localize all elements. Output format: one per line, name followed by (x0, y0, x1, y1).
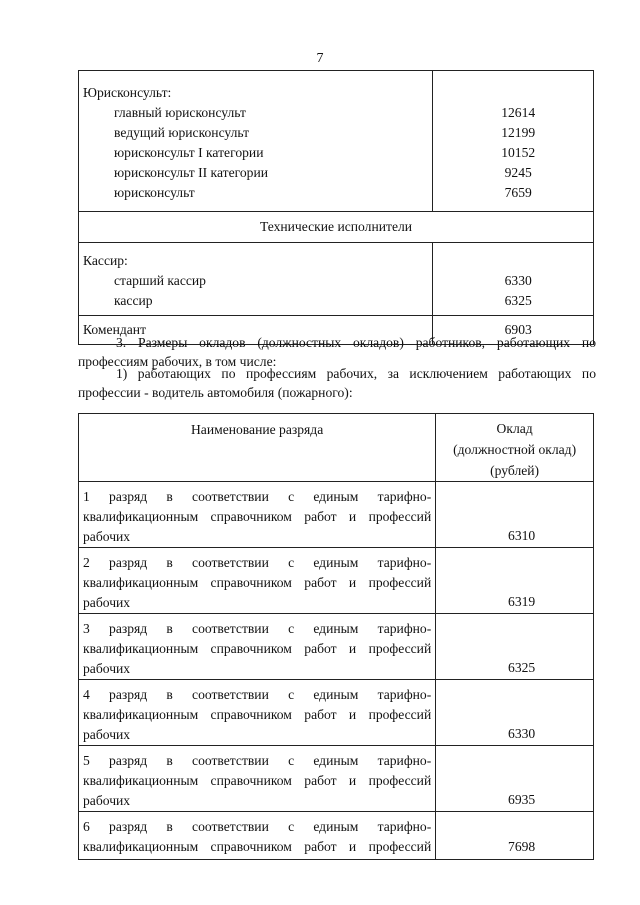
salary-value: 6330 (436, 680, 594, 746)
rank-line: квалификационным справочником работ и профессий (83, 773, 432, 788)
category-label: Юрисконсульт: (83, 85, 172, 100)
table-cell-names (79, 243, 433, 316)
rank-name (79, 680, 436, 746)
rank-line: рабочих (83, 727, 131, 742)
salary-value: 7659 (504, 185, 532, 200)
section-title: Технические исполнители (79, 212, 594, 243)
position-name: кассир (114, 293, 153, 308)
header-line: Оклад (496, 421, 533, 436)
position-name: юрисконсульт II категории (114, 165, 268, 180)
rank-line: рабочих (83, 793, 131, 808)
position-name: юрисконсульт I категории (114, 145, 264, 160)
table-header-row (79, 414, 594, 482)
rank-line: 4 разряд в соответствии с единым тарифно- (83, 687, 432, 702)
table-cell-names (79, 71, 433, 212)
salary-value: 6319 (436, 548, 594, 614)
position-name: старший кассир (114, 273, 206, 288)
column-header-name: Наименование разряда (79, 414, 436, 482)
salary-value: 6935 (436, 746, 594, 812)
salary-value: 6903 (433, 316, 594, 345)
rank-line: 6 разряд в соответствии с единым тарифно- (83, 819, 432, 834)
rank-line: 2 разряд в соответствии с единым тарифно- (83, 555, 432, 570)
table-row (79, 812, 594, 860)
rank-line: квалификационным справочником работ и профессий (83, 641, 432, 656)
table-row (79, 746, 594, 812)
table-cell-values (433, 71, 594, 212)
rank-line: квалификационным справочником работ и профессий (83, 575, 432, 590)
table-row (79, 680, 594, 746)
table-cell-values (433, 243, 594, 316)
salary-table-positions (78, 70, 594, 345)
salary-value: 12199 (501, 125, 536, 140)
page-number: 7 (316, 51, 324, 66)
category-label: Кассир: (83, 253, 128, 268)
salary-value: 12614 (501, 105, 536, 120)
rank-line: 1 разряд в соответствии с единым тарифно- (83, 489, 432, 504)
table-row (79, 482, 594, 548)
rank-name (79, 548, 436, 614)
rank-line: квалификационным справочником работ и профессий (83, 707, 432, 722)
salary-value: 6325 (504, 293, 532, 308)
rank-line: 3 разряд в соответствии с единым тарифно- (83, 621, 432, 636)
salary-table-ranks (78, 413, 594, 860)
position-name: юрисконсульт (114, 185, 195, 200)
rank-line: 5 разряд в соответствии с единым тарифно- (83, 753, 432, 768)
rank-line: квалификационным справочником работ и профессий (83, 839, 432, 854)
rank-line: рабочих (83, 529, 131, 544)
table-row (79, 548, 594, 614)
table-row (79, 212, 594, 243)
salary-value: 6325 (436, 614, 594, 680)
salary-value: 7698 (436, 812, 594, 860)
table-row (79, 614, 594, 680)
position-name: ведущий юрисконсульт (114, 125, 250, 140)
paragraph-4: 1) работающих по профессиям рабочих, за исключением работающих по профессии - водитель автомобиля (пожарного): (78, 366, 596, 400)
rank-line: рабочих (83, 661, 131, 676)
rank-name (79, 746, 436, 812)
table-row (79, 71, 594, 212)
header-line: (должностной оклад) (453, 442, 577, 457)
salary-value: 6310 (436, 482, 594, 548)
table-row (79, 243, 594, 316)
rank-name (79, 482, 436, 548)
header-line: (рублей) (490, 463, 540, 478)
column-header-salary (436, 414, 594, 482)
salary-value: 6330 (504, 273, 532, 288)
rank-line: рабочих (83, 595, 131, 610)
salary-value: 10152 (501, 145, 536, 160)
salary-value: 9245 (504, 165, 532, 180)
position-name: Комендант (79, 316, 433, 345)
position-name: главный юрисконсульт (114, 105, 246, 120)
rank-name (79, 614, 436, 680)
rank-name (79, 812, 436, 860)
paragraph-3: 3. Размеры окладов (должностных окладов) работников, работающих по профессиям рабочих, в том числе: (78, 335, 596, 369)
rank-line: квалификационным справочником работ и профессий (83, 509, 432, 524)
